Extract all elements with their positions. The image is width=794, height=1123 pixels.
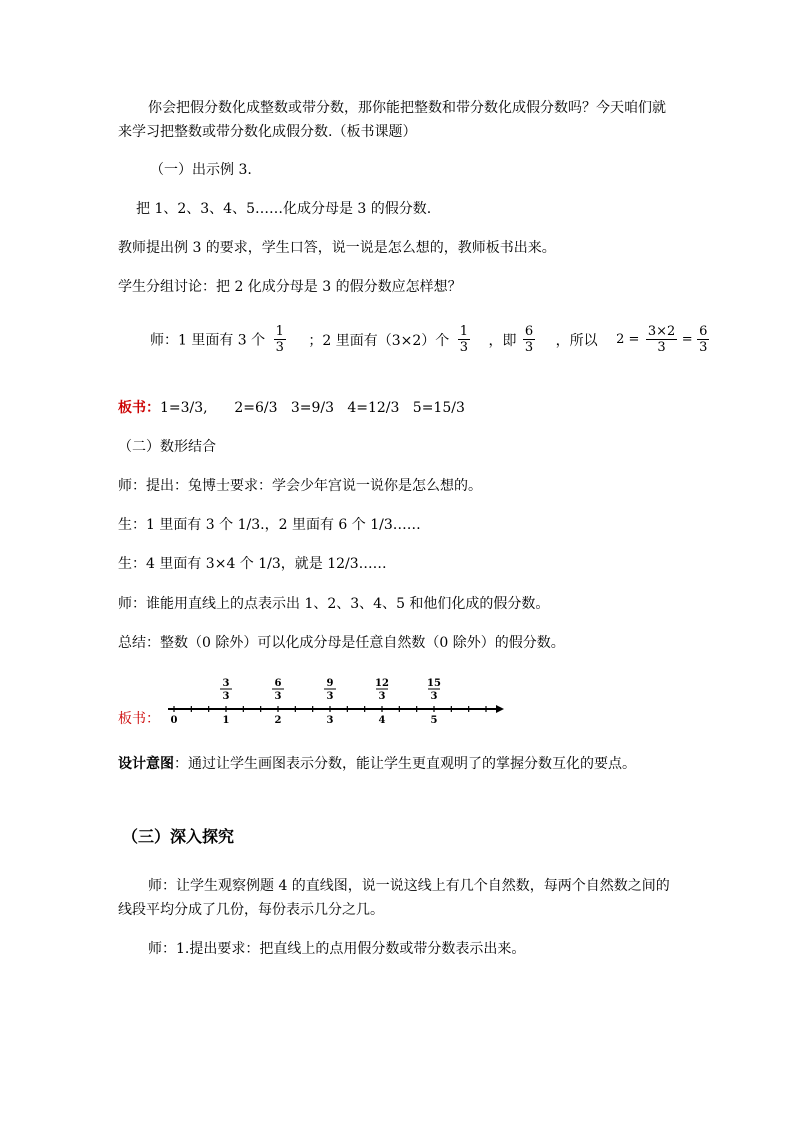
fraction-denominator: 3 bbox=[274, 691, 282, 702]
section3-title: （三）深入探究 bbox=[122, 827, 235, 846]
fraction-one-third-a: $\frac{1}{3}$ bbox=[275, 324, 284, 355]
teacher-prompt-2: 师：提出：兔博士要求：学会少年宫说一说你是怎么想的。 bbox=[118, 478, 482, 494]
section2-title: （二）数形结合 bbox=[118, 439, 216, 455]
example-text: 把 1、2、3、4、5……化成分母是 3 的假分数. bbox=[136, 201, 432, 217]
fraction-numerator: 15 bbox=[427, 678, 441, 689]
fraction-denominator: 3 bbox=[378, 691, 386, 702]
number-line-tick-label: 5 bbox=[430, 715, 438, 726]
number-line-diagram bbox=[160, 672, 510, 728]
summary-text: 总结：整数（0 除外）可以化成分母是任意自然数（0 除外）的假分数。 bbox=[118, 635, 565, 651]
student-answer-1: 生：1 里面有 3 个 1/3.，2 里面有 6 个 1/3…… bbox=[118, 517, 421, 533]
section1-title: （一）出示例 3. bbox=[150, 162, 252, 178]
number-line-tick-label: 3 bbox=[326, 715, 334, 726]
teacher-text-4: ，所以 bbox=[555, 332, 598, 349]
number-line-arrow bbox=[496, 705, 504, 713]
board-label-2: 板书： bbox=[118, 711, 160, 727]
teacher-text-3: ，即 bbox=[488, 332, 517, 349]
tick-labels bbox=[171, 715, 438, 726]
fraction-numerator: 12 bbox=[375, 678, 389, 689]
number-line-tick-label: 1 bbox=[222, 715, 230, 726]
teacher-text-1: 师：1 里面有 3 个 bbox=[150, 332, 266, 349]
teacher-text-2: ；2 里面有（3×2）个 bbox=[308, 332, 450, 349]
student-answer-2: 生：4 里面有 3×4 个 1/3，就是 12/3…… bbox=[118, 556, 387, 572]
number-line-tick-label: 0 bbox=[170, 715, 178, 726]
fraction-three-times-two-over-three: $\frac{3\times 2}{3}$ bbox=[647, 324, 676, 355]
fraction-numerator: 6 bbox=[274, 678, 282, 689]
fraction-six-thirds-a: $\frac{6}{3}$ bbox=[524, 324, 534, 355]
fraction-denominator: 3 bbox=[222, 691, 230, 702]
fraction-denominator: 3 bbox=[430, 691, 438, 702]
design-intent bbox=[118, 753, 678, 775]
explore-paragraph-2: 师：1.提出要求：把直线上的点用假分数或带分数表示出来。 bbox=[148, 941, 526, 957]
teacher-prompt: 教师提出例 3 的要求，学生口答，说一说是怎么想的，教师板书出来。 bbox=[118, 240, 556, 256]
number-line-tick-label: 4 bbox=[378, 715, 386, 726]
board-label-1: 板书： bbox=[118, 400, 160, 416]
intro-paragraph: 你会把假分数化成整数或带分数，那你能把整数和带分数化成假分数吗？今天咱们就来学习把整数或带分数化成假分数.（板书课题） bbox=[118, 100, 666, 140]
explore-paragraph-1: 师：让学生观察例题 4 的直线图，说一说这线上有几个自然数，每两个自然数之间的线段平均分成了几份，每份表示几分之几。 bbox=[118, 878, 670, 918]
fraction-denominator: 3 bbox=[326, 691, 334, 702]
design-text: ：通过让学生画图表示分数，能让学生更直观明了的掌握分数互化的要点。 bbox=[174, 756, 636, 772]
equation-lhs: 2 = bbox=[616, 332, 640, 347]
fraction-numerator: 9 bbox=[326, 678, 334, 689]
design-label: 设计意图 bbox=[118, 756, 174, 772]
teacher-explanation bbox=[150, 324, 709, 355]
number-line-tick-label: 2 bbox=[274, 715, 282, 726]
board-writing-1 bbox=[118, 397, 465, 417]
fraction-one-third-b: $\frac{1}{3}$ bbox=[459, 324, 468, 355]
equation-equals: = bbox=[681, 332, 693, 347]
teacher-question-2: 师：谁能用直线上的点表示出 1、2、3、4、5 和他们化成的假分数。 bbox=[118, 596, 550, 612]
group-discuss: 学生分组讨论：把 2 化成分母是 3 的假分数应怎样想？ bbox=[118, 279, 462, 295]
fraction-six-thirds-b: $\frac{6}{3}$ bbox=[699, 324, 708, 355]
fraction-numerator: 3 bbox=[222, 678, 230, 689]
fraction-labels bbox=[220, 678, 441, 702]
board-text-1: 1=3/3, 2=6/3 3=9/3 4=12/3 5=15/3 bbox=[160, 400, 465, 416]
